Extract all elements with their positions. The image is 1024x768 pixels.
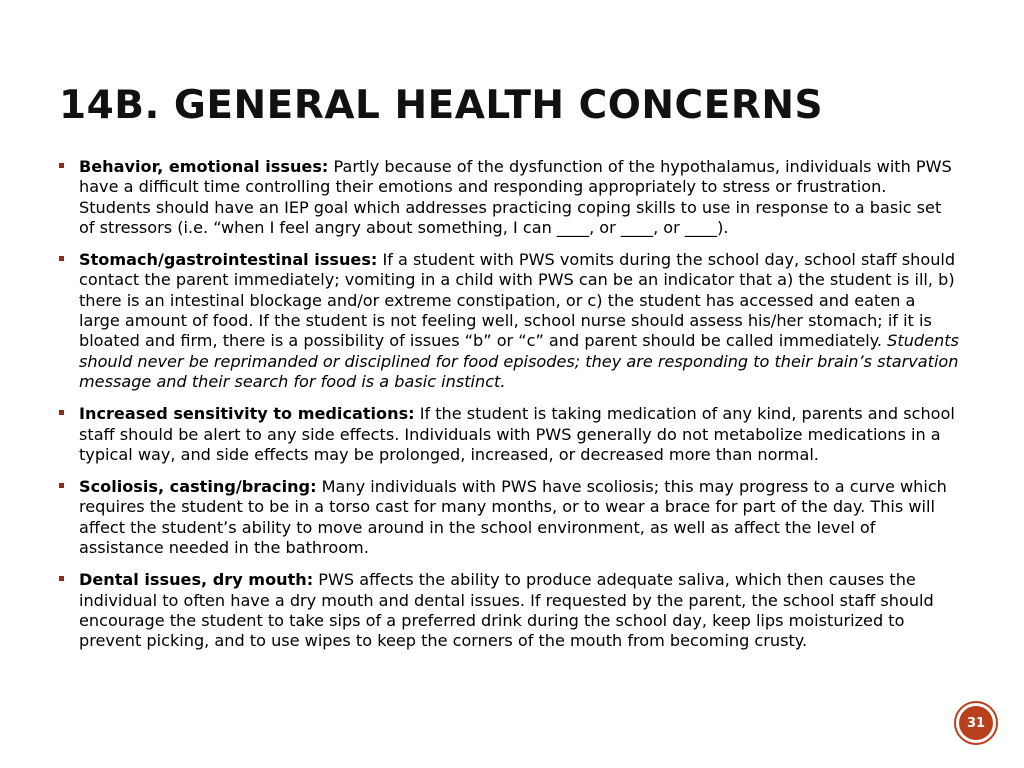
page-number-badge (954, 701, 998, 745)
bullet-square-icon (59, 576, 64, 581)
bullet-item-medications (59, 404, 959, 465)
bullet-square-icon (59, 483, 64, 488)
bullet-item-scoliosis (59, 477, 959, 558)
bullet-list (59, 157, 959, 664)
bullet-square-icon (59, 256, 64, 261)
page-number: 31 (959, 706, 993, 740)
bullet-item-dental (59, 570, 959, 651)
bullet-item-stomach (59, 250, 959, 392)
slide-title: 14B. GENERAL HEALTH CONCERNS (59, 83, 824, 128)
bullet-emphasis: Students should never be reprimanded or disciplined for food episodes; they are responding to their brain’s starvation message and their search for food is a basic instinct. (79, 331, 959, 391)
bullet-square-icon (59, 163, 64, 168)
bullet-text: Partly because of the dysfunction of the hypothalamus, individuals with PWS have a difficult time controlling their emotions and responding appropriately to stress or frustration. Students should have an IEP goal which addresses practicing coping skills to use in response to a basic set of stressors (i.e. “when I feel angry about something, I can ____, or ____, or ____). (79, 157, 952, 237)
bullet-heading: Increased sensitivity to medications: (79, 404, 415, 424)
bullet-heading: Dental issues, dry mouth: (79, 570, 314, 590)
bullet-heading: Behavior, emotional issues: (79, 157, 329, 176)
bullet-heading: Stomach/gastrointestinal issues: (79, 250, 378, 270)
bullet-text: Many individuals with PWS have scoliosis; this may progress to a curve which requires the student to be in a torso cast for many months, or to wear a brace for part of the day. This will affect the student’s ability to move around in the school environment, as well as affect the level of assistance needed in the bathroom. (79, 477, 947, 558)
bullet-item-behavior (59, 157, 959, 238)
bullet-text: If the student is taking medication of any kind, parents and school staff should be alert to any side effects. Individuals with PWS generally do not metabolize medications in a typical way, and side effects may be prolonged, increased, or decreased more than normal. (79, 404, 955, 464)
bullet-square-icon (59, 410, 64, 415)
bullet-text: PWS affects the ability to produce adequate saliva, which then causes the individual to often have a dry mouth and dental issues. If requested by the parent, the school staff should encourage the student to take sips of a preferred drink during the school day, keep lips moisturized to prevent picking, and to use wipes to keep the corners of the mouth from becoming crusty. (79, 570, 934, 651)
bullet-heading: Scoliosis, casting/bracing: (79, 477, 317, 497)
bullet-text: If a student with PWS vomits during the school day, school staff should contact the parent immediately; vomiting in a child with PWS can be an indicator that a) the student is ill, b) there is an intestinal blockage and/or extreme constipation, or c) the student has accessed and eaten a large amount of food. If the student is not feeling well, school nurse should assess his/her stomach; if it is bloated and firm, there is a possibility of issues “b” or “c” and parent should be called immediately. (79, 250, 956, 351)
